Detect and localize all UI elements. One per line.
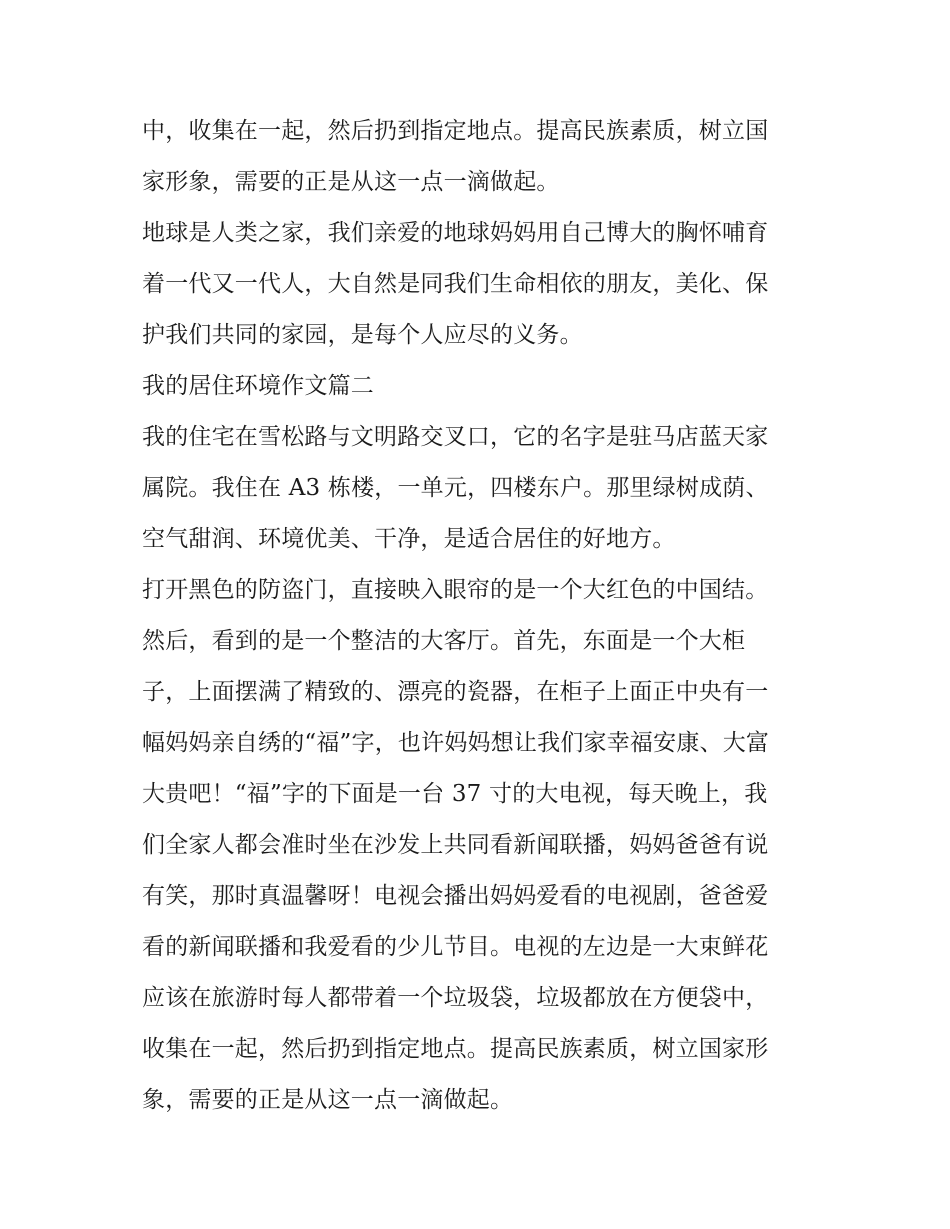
text-line: 空气甜润、环境优美、干净，是适合居住的好地方。 [142,526,676,552]
section-heading: 我的居住环境作文篇二 [142,373,374,399]
text-line: 有笑，那时真温馨呀！电视会播出妈妈爱看的电视剧，爸爸爱 [142,883,769,909]
text-line: 打开黑色的防盗门，直接映入眼帘的是一个大红色的中国结。 [142,577,769,603]
text-line: 幅妈妈亲自绣的“福”字，也许妈妈想让我们家幸福安康、大富 [142,730,770,756]
text-line: 子，上面摆满了精致的、漂亮的瓷器，在柜子上面正中央有一 [142,679,769,705]
text-line: 大贵吧！“福”字的下面是一台 37 寸的大电视，每天晚上，我 [142,781,768,807]
text-line: 然后，看到的是一个整洁的大客厅。首先，东面是一个大柜 [142,628,746,654]
text-line: 我的住宅在雪松路与文明路交叉口，它的名字是驻马店蓝天家 [142,424,769,450]
text-line: 象，需要的正是从这一点一滴做起。 [142,1087,514,1113]
document-body [142,106,822,1126]
text-line: 中，收集在一起，然后扔到指定地点。提高民族素质，树立国 [142,118,769,144]
text-line: 护我们共同的家园，是每个人应尽的义务。 [142,322,583,348]
text-line: 们全家人都会准时坐在沙发上共同看新闻联播，妈妈爸爸有说 [142,832,769,858]
text-line: 属院。我住在 A3 栋楼，一单元，四楼东户。那里绿树成荫、 [142,475,769,501]
text-line: 看的新闻联播和我爱看的少儿节目。电视的左边是一大束鲜花 [142,934,769,960]
text-line: 家形象，需要的正是从这一点一滴做起。 [142,169,560,195]
text-line: 应该在旅游时每人都带着一个垃圾袋，垃圾都放在方便袋中， [142,985,769,1011]
text-line: 着一代又一代人，大自然是同我们生命相依的朋友，美化、保 [142,271,769,297]
text-line: 收集在一起，然后扔到指定地点。提高民族素质，树立国家形 [142,1036,769,1062]
text-line: 地球是人类之家，我们亲爱的地球妈妈用自己博大的胸怀哺育 [142,220,769,246]
